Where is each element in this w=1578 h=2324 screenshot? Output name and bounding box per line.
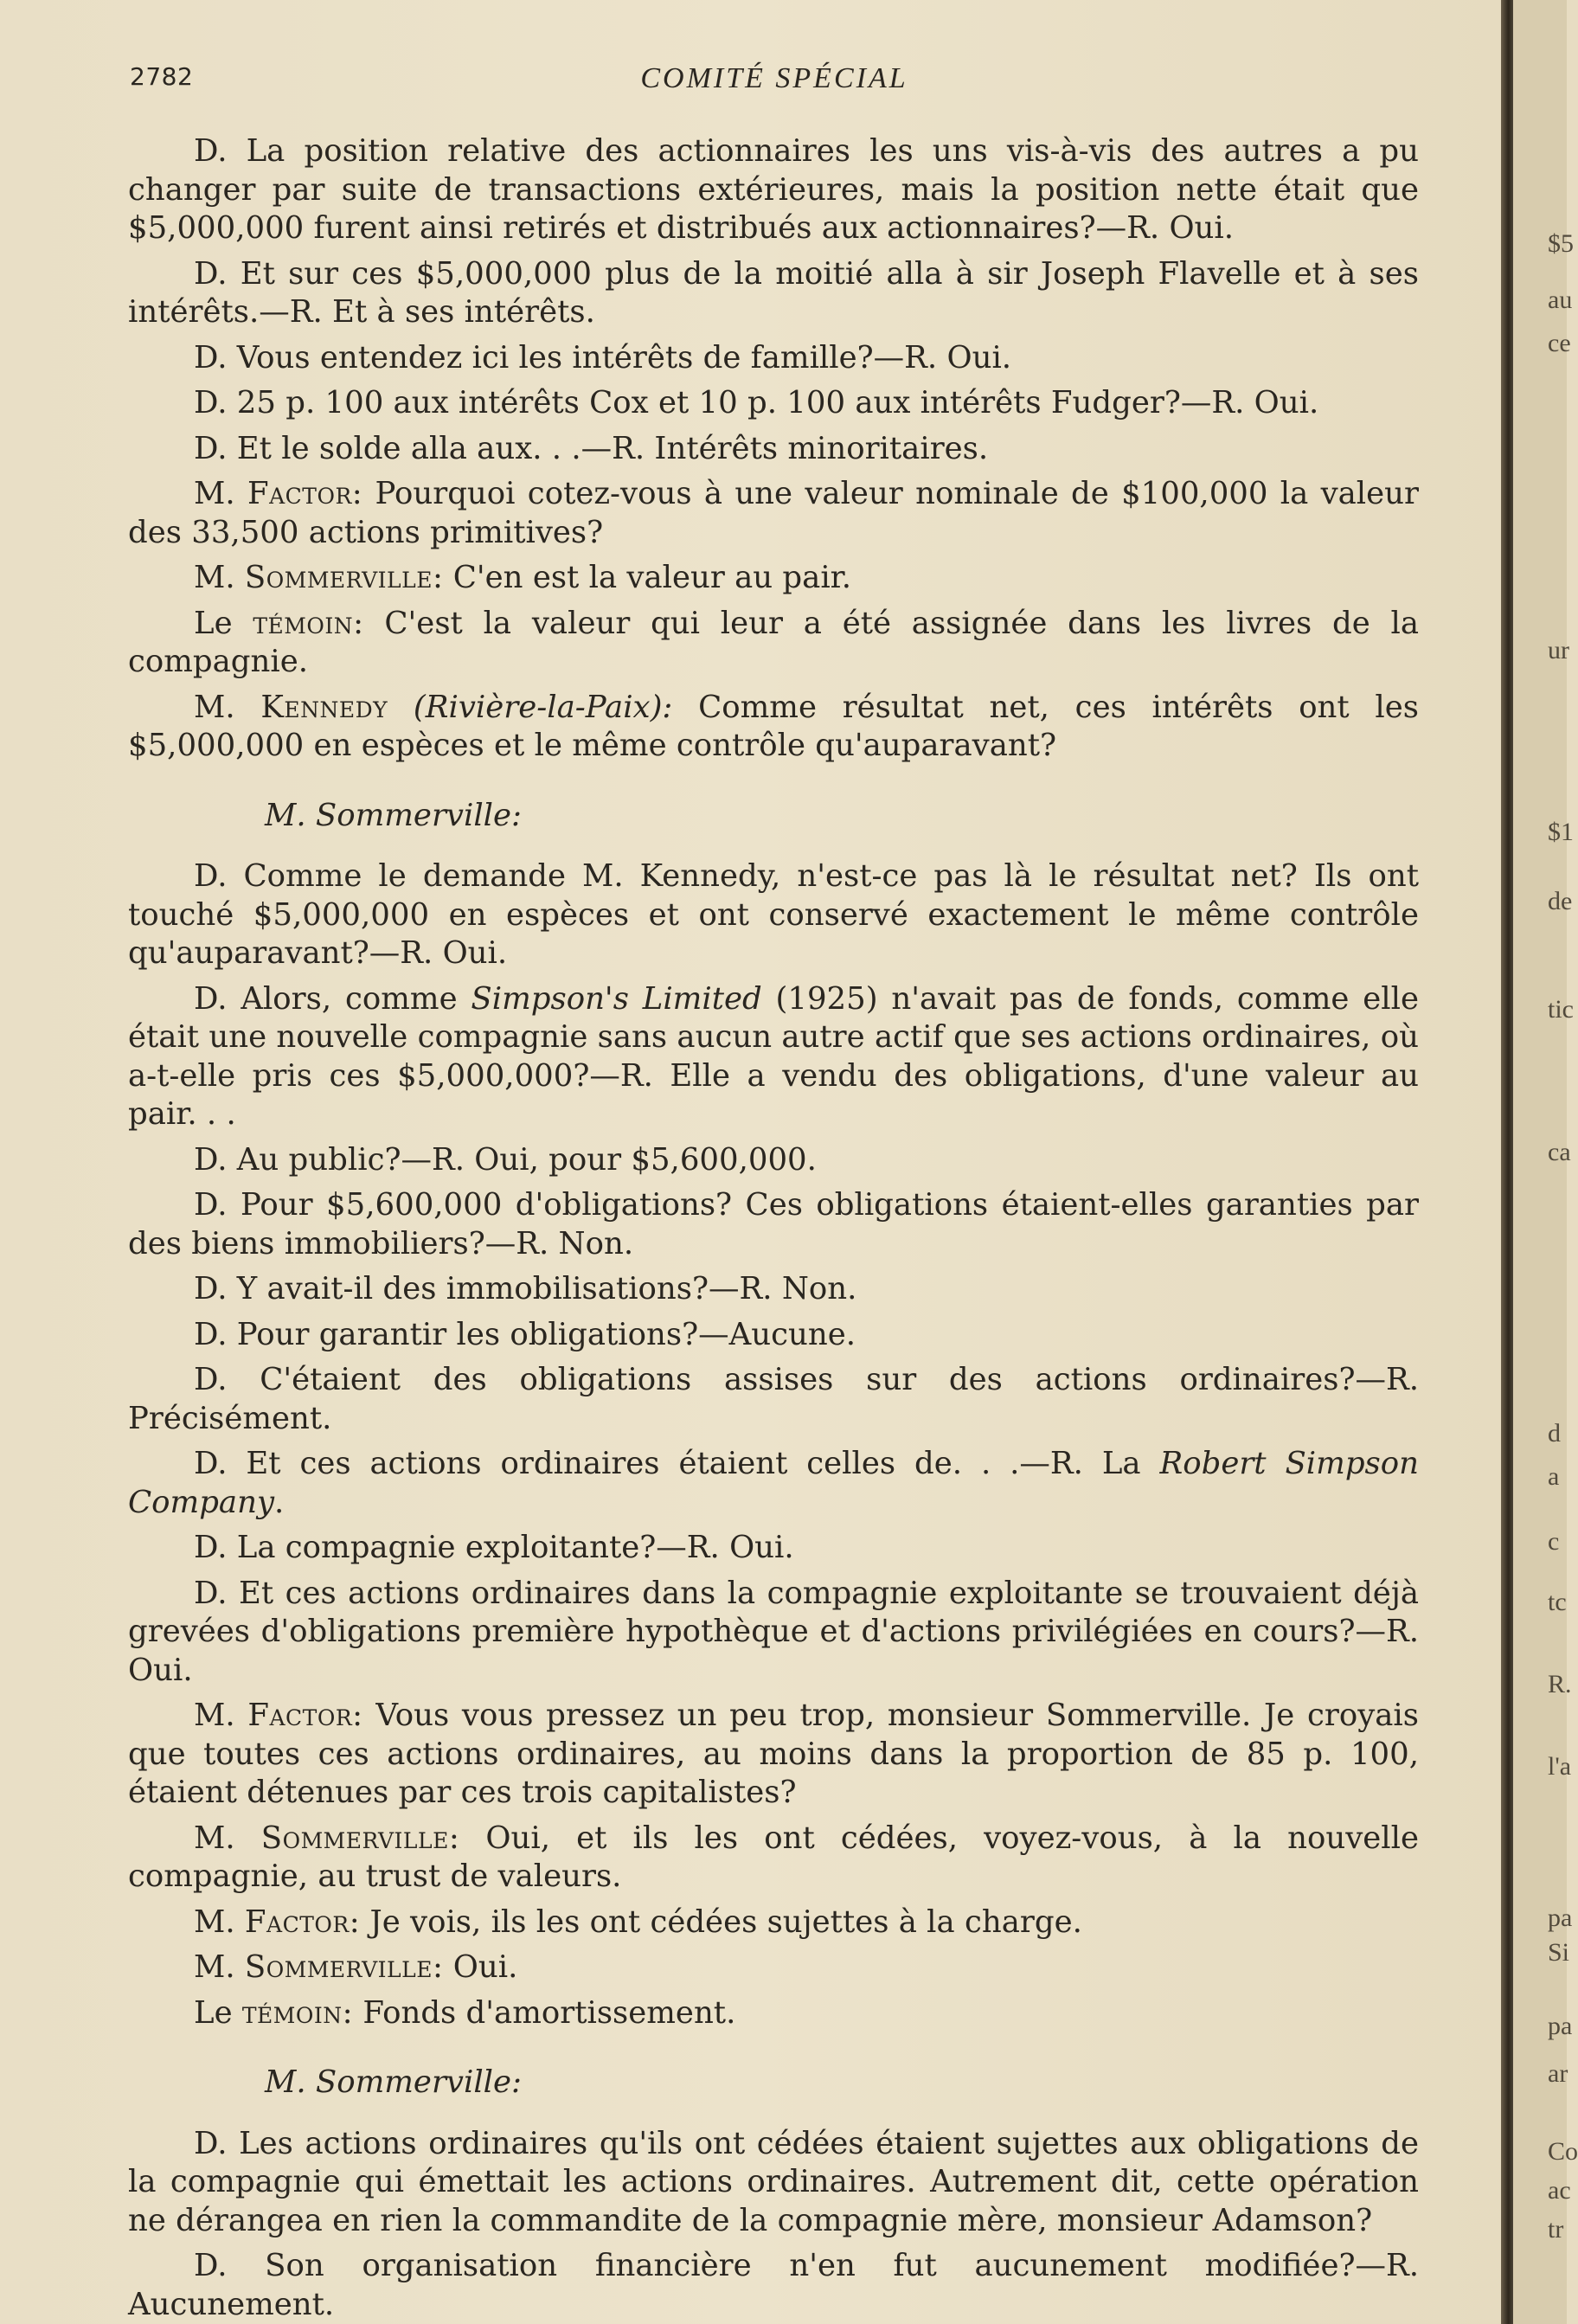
edge-text-fragment: pa	[1548, 2012, 1573, 2040]
transcript-paragraph	[128, 1948, 1419, 1987]
transcript-paragraph	[128, 1697, 1419, 1813]
paragraph-text: D. Vous entendez ici les intérêts de famille?—R. Oui.	[194, 339, 1012, 376]
paragraph-text: D. Son organisation financière n'en fut aucunement modifiée?—R. Aucunement.	[128, 2248, 1419, 2322]
paragraph-text: D. C'étaient des obligations assises sur des actions ordinaires?—R. Précisément.	[128, 1362, 1419, 1436]
edge-text-fragment: tc	[1548, 1588, 1567, 1616]
edge-text-fragment: Co	[1548, 2137, 1578, 2166]
paragraph-prefix: D. Et ces actions ordinaires étaient celles de. . .—R. La	[194, 1446, 1160, 1481]
transcript-paragraph	[128, 1316, 1419, 1355]
paragraph-text: D. Et ces actions ordinaires dans la compagnie exploitante se trouvaient déjà grevées d'obligations première hypothèque et d'actions privilégiées en cours?—R. Oui.	[128, 1575, 1419, 1688]
paragraph-text: D. Comme le demande M. Kennedy, n'est-ce pas là le résultat net? Ils ont touché $5,000,000 en espèces et ont conservé exactement le même contrôle qu'auparavant?—R. Oui.	[128, 858, 1419, 971]
transcript-paragraph	[128, 559, 1419, 598]
edge-text-fragment: de	[1548, 887, 1573, 915]
speaker-name: Factor:	[247, 476, 363, 511]
running-title: COMITÉ SPÉCIAL	[640, 62, 908, 94]
paragraph-text: M. Sommerville:	[265, 797, 523, 833]
edge-text-fragment: $1	[1548, 818, 1574, 846]
transcript-paragraph	[128, 475, 1419, 552]
paragraph-text: Je vois, ils les ont cédées sujettes à la charge.	[360, 1903, 1082, 1940]
paragraph-prefix: D. Alors, comme	[194, 980, 471, 1017]
transcript-paragraph	[128, 857, 1419, 973]
speaker-name: Kennedy	[260, 689, 388, 725]
edge-text-fragment: ca	[1548, 1138, 1571, 1166]
paragraph-text: D. Et le solde alla aux. . .—R. Intérêts minoritaires.	[194, 430, 989, 466]
transcript-paragraph	[128, 1994, 1419, 2033]
paragraph-text: Fonds d'amortissement.	[353, 1994, 736, 2031]
transcript-paragraph	[128, 430, 1419, 469]
edge-text-fragment: ce	[1548, 329, 1571, 357]
transcript-paragraph	[128, 1361, 1419, 1438]
paragraph-text: D. Et sur ces $5,000,000 plus de la moitié alla à sir Joseph Flavelle et à ses intérêts.—R. Et à ses intérêts.	[128, 255, 1419, 330]
paragraph-text: D. Les actions ordinaires qu'ils ont cédées étaient sujettes aux obligations de la compagnie qui émettait les actions ordinaires. Autrement dit, cette opération ne dérangea en rien la commandite de la compagnie mère, monsieur Adamson?	[128, 2125, 1419, 2238]
speaker-name: témoin:	[253, 605, 364, 641]
facing-page-edge	[1513, 0, 1578, 2324]
paragraph-prefix: M.	[194, 476, 247, 511]
edge-text-fragment: ur	[1548, 636, 1569, 664]
transcript-paragraph	[128, 689, 1419, 766]
transcript-paragraph	[128, 132, 1419, 248]
paragraph-text: Oui, et ils les ont cédées, voyez-vous, à la nouvelle compagnie, au trust de valeurs.	[128, 1820, 1419, 1894]
paragraph-text: D. Y avait-il des immobilisations?—R. Non.	[194, 1271, 857, 1306]
edge-text-fragment: d	[1548, 1419, 1561, 1448]
transcript-paragraph	[128, 1529, 1419, 1568]
paragraph-prefix: Le	[194, 1994, 242, 2031]
edge-text-fragment: tr	[1548, 2215, 1564, 2244]
paragraph-text: D. Au public?—R. Oui, pour $5,600,000.	[194, 1141, 817, 1178]
transcript-paragraph	[128, 2125, 1419, 2241]
paragraph-text: Pourquoi cotez-vous à une valeur nominale de $100,000 la valeur des 33,500 actions primitives?	[128, 476, 1420, 550]
paragraph-text: Oui.	[443, 1949, 518, 1985]
transcript-paragraph	[128, 255, 1419, 332]
transcript-paragraph	[128, 1820, 1419, 1897]
book-gutter	[1501, 0, 1513, 2324]
edge-text-fragment: au	[1548, 286, 1573, 314]
paragraph-text: Vous vous pressez un peu trop, monsieur Sommerville. Je croyais que toutes ces actions ordinaires, au moins dans la proportion de 85 p. 100, étaient détenues par ces trois capitalistes?	[128, 1698, 1419, 1810]
page-header	[130, 62, 1419, 106]
speaker-name: Sommerville:	[244, 1949, 444, 1985]
transcript-paragraph	[128, 980, 1419, 1134]
transcript-paragraph	[128, 339, 1419, 378]
edge-text-fragment: tic	[1548, 995, 1574, 1024]
transcript-paragraph	[128, 2247, 1419, 2324]
edge-text-fragment: ar	[1548, 2059, 1568, 2088]
edge-text-fragment: ac	[1548, 2176, 1571, 2205]
transcript-paragraph	[128, 1270, 1419, 1309]
edge-text-fragment: c	[1548, 1527, 1560, 1556]
speaker-name: Factor:	[247, 1698, 363, 1733]
speaker-name: Sommerville:	[260, 1820, 460, 1856]
paragraph-text: D. 25 p. 100 aux intérêts Cox et 10 p. 100 aux intérêts Fudger?—R. Oui.	[194, 385, 1319, 421]
paragraph-prefix: M.	[194, 1949, 245, 1985]
speaker-name: témoin:	[241, 1994, 354, 2031]
paragraph-prefix: Le	[194, 605, 253, 641]
transcript-paragraph	[128, 605, 1419, 682]
speaker-heading	[128, 797, 1419, 836]
paragraph-text: D. La compagnie exploitante?—R. Oui.	[194, 1530, 794, 1565]
italic-name: Robert Simpson Company	[128, 1446, 1419, 1520]
edge-text-fragment: l'a	[1548, 1752, 1572, 1781]
paragraph-prefix: M.	[194, 560, 245, 595]
paragraph-text: D. La position relative des actionnaires les uns vis-à-vis des autres a pu changer par suite de transactions extérieures, mais la position nette était que $5,000,000 furent ainsi retirés et distribués aux actionnaires?—R. Oui.	[128, 133, 1419, 246]
transcript-paragraph	[128, 1186, 1419, 1263]
riding-name: (Rivière-la-Paix):	[388, 689, 673, 725]
speaker-heading	[128, 2064, 1419, 2103]
paragraph-text: D. Pour garantir les obligations?—Aucune.	[194, 1316, 856, 1352]
speaker-name: Sommerville:	[244, 560, 444, 595]
paragraph-text: Comme résultat net, ces intérêts ont les $5,000,000 en espèces et le même contrôle qu'auparavant?	[128, 689, 1419, 763]
transcript-paragraph	[128, 1445, 1419, 1522]
paragraph-text: (1925) n'avait pas de fonds, comme elle était une nouvelle compagnie sans aucun autre actif que ses actions ordinaires, où a-t-elle pris ces $5,000,000?—R. Elle a vendu des obligations, d'une valeur au pair. . .	[128, 980, 1419, 1132]
paragraph-text: .	[274, 1484, 285, 1520]
edge-text-fragment: $5	[1548, 229, 1574, 258]
transcript-paragraph	[128, 1903, 1419, 1942]
paragraph-prefix: M.	[194, 689, 261, 725]
edge-text-fragment: R.	[1548, 1670, 1572, 1698]
transcript-paragraph	[128, 1575, 1419, 1691]
paragraph-text: C'est la valeur qui leur a été assignée dans les livres de la compagnie.	[128, 605, 1419, 679]
paragraph-text: M. Sommerville:	[265, 2064, 523, 2100]
paragraph-text: C'en est la valeur au pair.	[443, 560, 852, 595]
transcript-paragraph	[128, 1141, 1419, 1180]
edge-text-fragment: pa	[1548, 1903, 1573, 1932]
edge-text-fragment: a	[1548, 1462, 1560, 1491]
paragraph-text: D. Pour $5,600,000 d'obligations? Ces obligations étaient-elles garanties par des biens immobiliers?—R. Non.	[128, 1187, 1419, 1262]
speaker-name: Factor:	[244, 1903, 361, 1940]
paragraph-prefix: M.	[194, 1698, 248, 1733]
transcript-paragraph	[128, 384, 1419, 423]
page-number: 2782	[130, 62, 194, 91]
edge-text-fragment: Si	[1548, 1938, 1570, 1967]
transcript-body	[128, 132, 1419, 2324]
paragraph-prefix: M.	[194, 1820, 261, 1856]
paragraph-prefix: M.	[194, 1903, 245, 1940]
italic-name: Simpson's Limited	[471, 980, 762, 1017]
